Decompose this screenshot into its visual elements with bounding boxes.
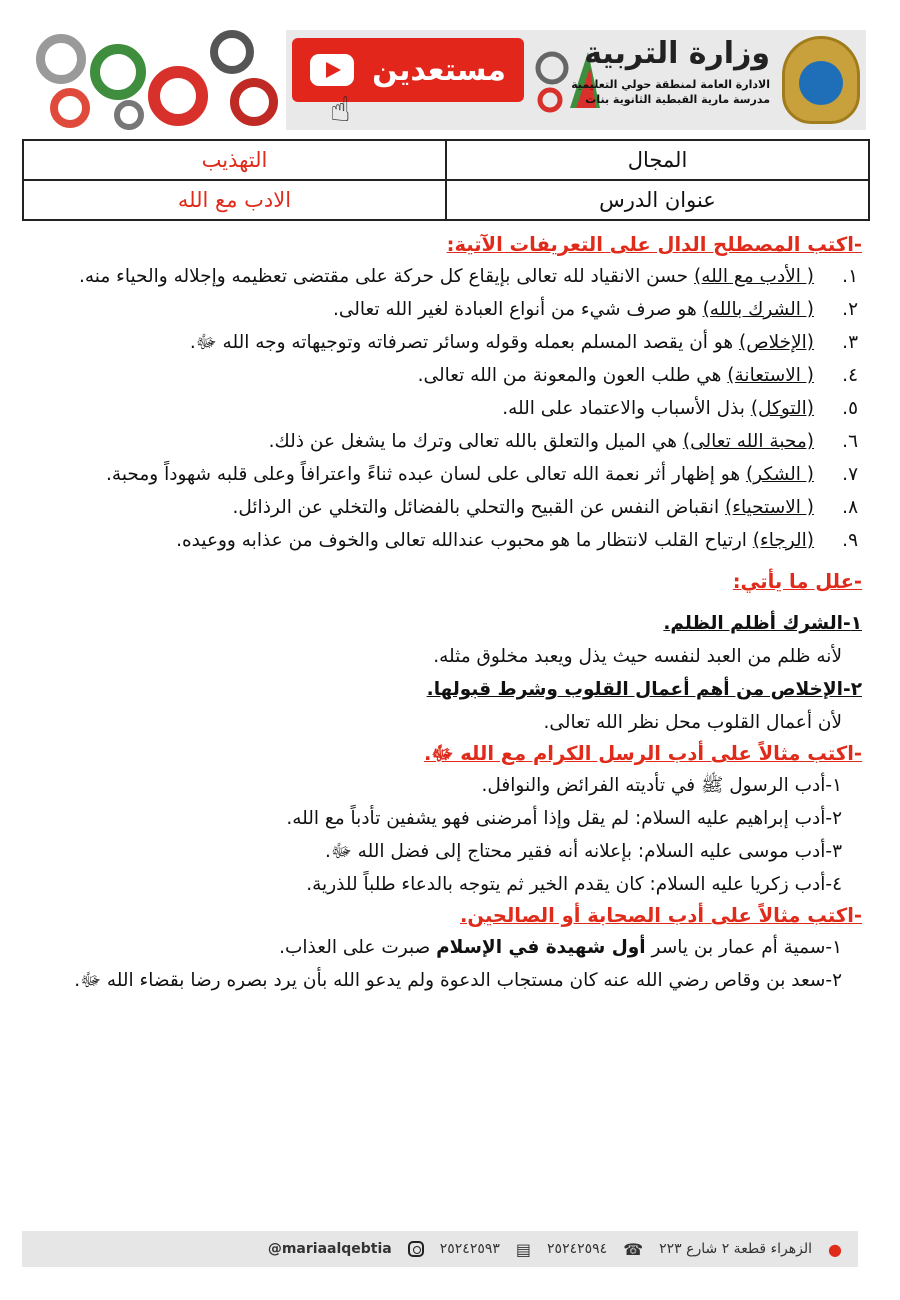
phone-icon: ☎ (623, 1239, 644, 1259)
location-pin-icon: ● (828, 1239, 842, 1259)
reason-answer: لأنه ظلم من العبد لنفسه حيث يذل ويعبد مخلوق مثله. (433, 646, 842, 667)
footer-address: الزهراء قطعة ٢ شارع ٢٢٣ (659, 1241, 813, 1257)
reason-answer: لأن أعمال القلوب محل نظر الله تعالى. (543, 712, 842, 733)
header-banner (30, 30, 866, 130)
footer-fax: ٢٥٢٤٢٥٩٣ (439, 1241, 500, 1257)
directorate-name: الادارة العامة لمنطقة حولي التعليمية (571, 78, 770, 91)
reason-question: ١-الشرك أظلم الظلم. (663, 613, 862, 634)
list-item: ٢-سعد بن وقاص رضي الله عنه كان مستجاب الدعوة ولم يدعو الله بأن يرد بصره رضا بقضاء الله ﷻ. (74, 970, 842, 991)
gear-icon (230, 78, 278, 126)
list-item: ٤-أدب زكريا عليه السلام: كان يقدم الخير ثم يتوجه بالدعاء طلباً للذرية. (306, 874, 842, 895)
gears-decoration (30, 30, 286, 130)
list-item: ٢. ( الشرك بالله) هو صرف شيء من أنواع العبادة لغير الله تعالى. (332, 299, 858, 320)
list-item: ٧. ( الشكر) هو إظهار أثر نعمة الله تعالى على لسان عبده ثناءً واعترافاً وعلى قلبه شهوداً ومحبة. (106, 464, 858, 485)
gear-icon (50, 88, 90, 128)
gear-icon (210, 30, 254, 74)
list-item: ٣-أدب موسى عليه السلام: بإعلانه أنه فقير محتاج إلى فضل الله ﷻ. (325, 841, 842, 862)
list-item: ٩. (الرجاء) ارتياح القلب لانتظار ما هو محبوب عندالله تعالى والخوف من عذابه ووعيده. (176, 530, 858, 551)
pointer-hand-icon: ☝ (330, 90, 351, 130)
subscribe-button[interactable] (292, 38, 524, 102)
subscribe-label: مستعدين (372, 52, 506, 88)
lesson-info-table (22, 139, 870, 221)
list-item: ٨. ( الاستحياء) انقباض النفس عن القبيح والتحلي بالفضائل والتخلي عن الرذائل. (232, 497, 858, 518)
list-item: ١. ( الأدب مع الله) حسن الانقياد لله تعالى بإيقاع كل حركة على مقتضى تعظيمه وإجلاله والحياء منه. (78, 266, 858, 287)
list-item: ٢-أدب إبراهيم عليه السلام: لم يقل وإذا أمرضنى فهو يشفين تأدباً مع الله. (286, 808, 842, 829)
reason-question: ٢-الإخلاص من أهم أعمال القلوب وشرط قبولها. (426, 679, 862, 700)
footer-phone: ٢٥٢٤٢٥٩٤ (547, 1241, 608, 1257)
gear-icon (114, 100, 144, 130)
field-label: المجال (446, 140, 869, 180)
list-item: ٣. (الإخلاص) هو أن يقصد المسلم بعمله وقوله وسائر تصرفاته وتوجيهاته وجه الله ﷻ. (189, 332, 858, 353)
definitions-list (28, 260, 862, 557)
kuwait-emblem-icon (782, 36, 860, 124)
instagram-handle[interactable]: @mariaalqebtia (267, 1241, 392, 1257)
lesson-title-value: الادب مع الله (23, 180, 446, 220)
list-item: ٤. ( الاستعانة) هي طلب العون والمعونة من الله تعالى. (417, 365, 858, 386)
footer-bar (22, 1231, 858, 1267)
list-item: ١-أدب الرسول ﷺ في تأديته الفرائض والنوافل. (481, 775, 842, 796)
fax-printer-icon: ▤ (515, 1239, 532, 1259)
worksheet-content (28, 230, 862, 997)
gear-icon (90, 44, 146, 100)
list-item: ٥. (التوكل) بذل الأسباب والاعتماد على الله. (502, 398, 858, 419)
list-item: ١-سمية أم عمار بن ياسر أول شهيدة في الإسلام صبرت على العذاب. (279, 937, 842, 958)
gear-icon (148, 66, 208, 126)
instagram-icon (408, 1241, 424, 1257)
definitions-title: -اكتب المصطلح الدال على التعريفات الآتية: (446, 233, 862, 256)
prophets-title: -اكتب مثالاً على أدب الرسل الكرام مع الله ﷻ. (424, 742, 862, 765)
play-icon (310, 54, 354, 86)
list-item: ٦. (محبة الله تعالى) هي الميل والتعلق بالله تعالى وترك ما يشغل عن ذلك. (268, 431, 858, 452)
reasons-title: -علل ما يأتي: (732, 570, 862, 593)
ministry-title: وزارة التربية (584, 36, 770, 71)
ministry-header (520, 36, 770, 106)
lesson-title-label: عنوان الدرس (446, 180, 869, 220)
table-row (23, 180, 869, 220)
companions-title: -اكتب مثالاً على أدب الصحابة أو الصالحين. (459, 904, 862, 927)
field-value: التهذيب (23, 140, 446, 180)
table-row (23, 140, 869, 180)
school-name: مدرسة مارية القبطية الثانوية بنات (585, 93, 770, 106)
gear-icon (36, 34, 86, 84)
